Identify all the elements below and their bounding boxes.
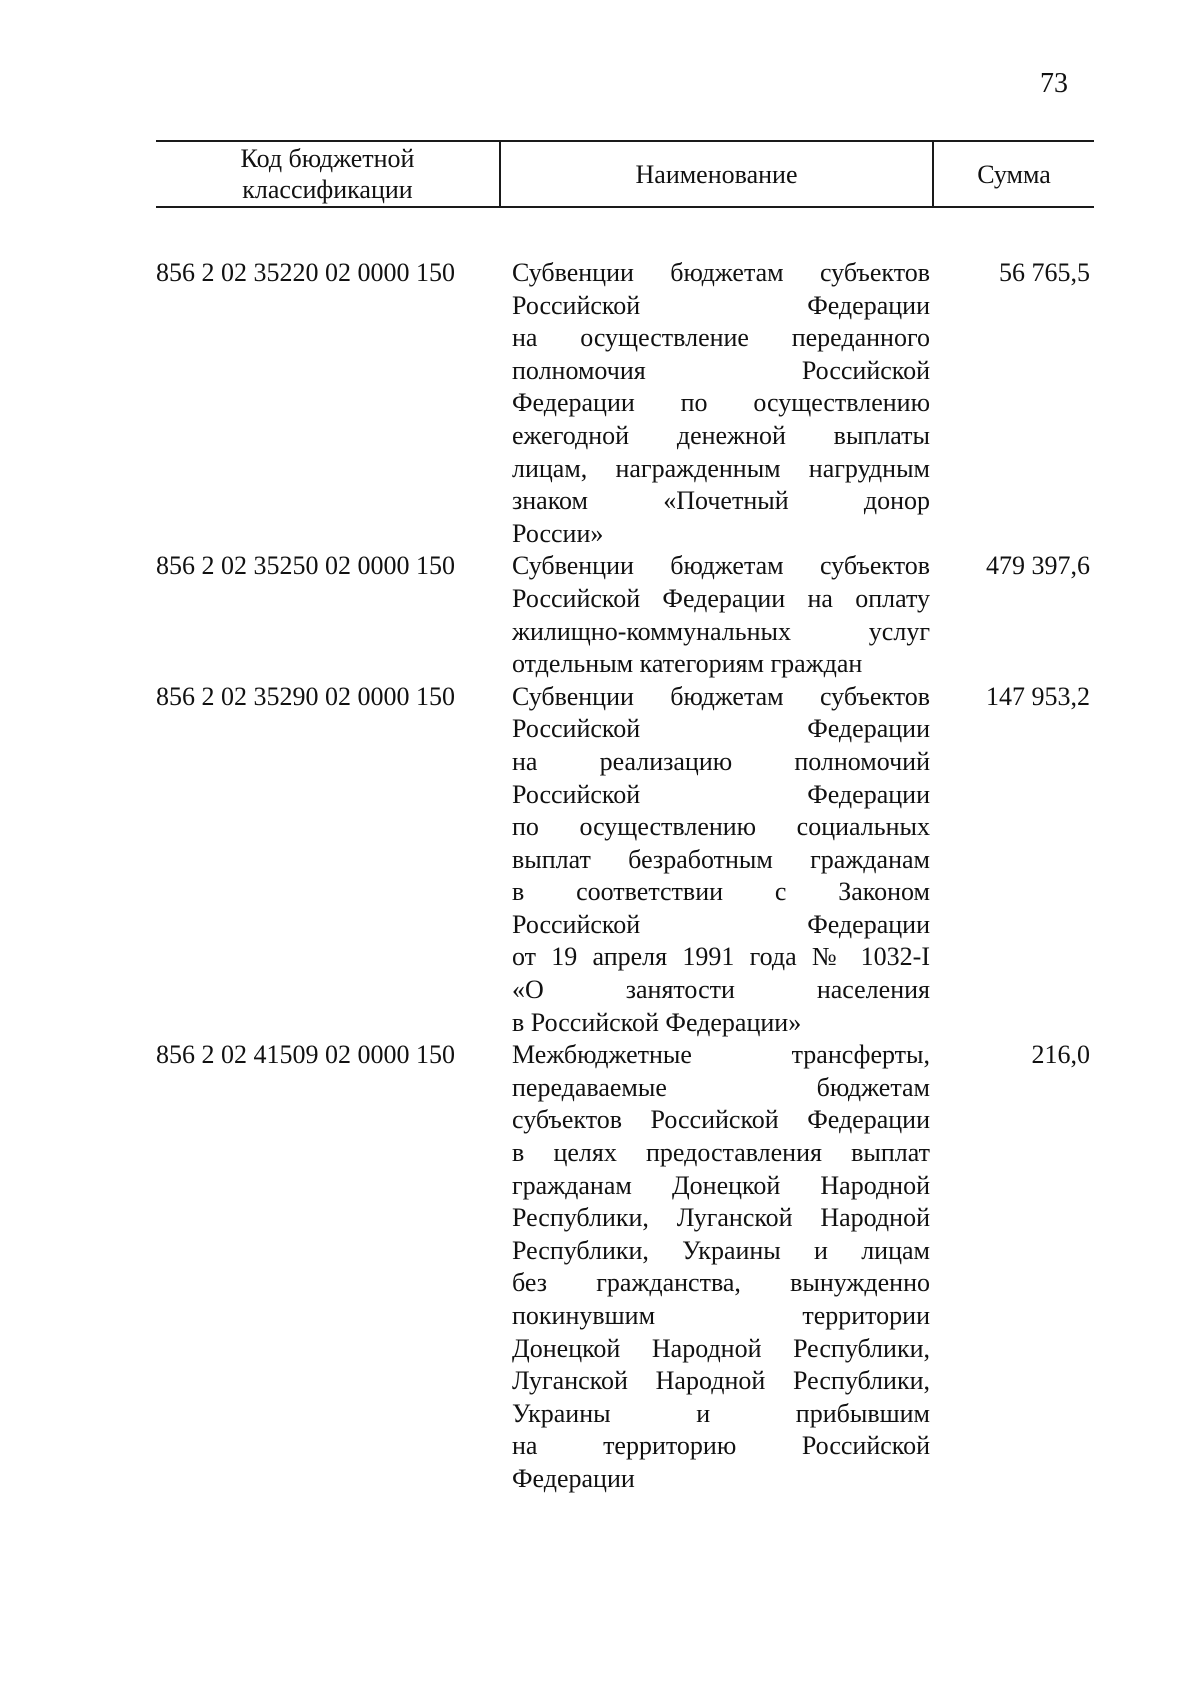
- amount: 147 953,2: [986, 681, 1090, 711]
- header-code-column: [156, 140, 499, 208]
- item-name-line: передаваемые бюджетам: [512, 1072, 930, 1102]
- header-name-column: [501, 140, 932, 208]
- item-name-line: Российской Федерации на оплату: [512, 583, 930, 613]
- item-name-line: субъектов Российской Федерации: [512, 1105, 930, 1135]
- budget-code: 856 2 02 35290 02 0000 150: [156, 681, 455, 711]
- item-name-line: лицам, награжденным нагрудным: [512, 453, 930, 483]
- item-name-line: Республики, Луганской Народной: [512, 1203, 930, 1233]
- page-number: 73: [1040, 68, 1068, 99]
- header-name-label: Наименование: [635, 159, 798, 189]
- item-name: [512, 1039, 930, 1495]
- amount: 56 765,5: [999, 258, 1090, 287]
- item-name: [512, 681, 930, 1040]
- item-name-line: ежегодной денежной выплаты: [512, 420, 930, 450]
- table-row: [156, 1039, 1094, 1495]
- header-sum-label: Сумма: [977, 159, 1051, 189]
- item-name-line: Межбюджетные трансферты,: [512, 1040, 930, 1070]
- item-name-line: в соответствии с Законом: [512, 877, 930, 907]
- item-name-line: Федерации: [512, 1463, 635, 1493]
- budget-code: 856 2 02 41509 02 0000 150: [156, 1040, 455, 1070]
- item-name-line: на осуществление переданного: [512, 323, 930, 353]
- item-name: [512, 257, 930, 550]
- item-name-line: жилищно-коммунальных услуг: [512, 616, 930, 646]
- item-name-line: Российской Федерации: [512, 714, 930, 744]
- table-row: [156, 550, 1094, 680]
- item-name-line: на территорию Российской: [512, 1431, 930, 1461]
- item-name-line: на реализацию полномочий: [512, 746, 930, 776]
- header-code-label: Код бюджетной классификации: [240, 144, 415, 204]
- item-name-line: в Российской Федерации»: [512, 1007, 802, 1037]
- table-body: [156, 257, 1094, 1496]
- item-name-line: Российской Федерации: [512, 909, 930, 939]
- item-name-line: покинувшим территории: [512, 1301, 930, 1330]
- item-name-line: по осуществлению социальных: [512, 812, 930, 842]
- item-name-line: в целях предоставления выплат: [512, 1138, 930, 1168]
- item-name-line: Субвенции бюджетам субъектов: [512, 551, 930, 581]
- item-name-line: Субвенции бюджетам субъектов: [512, 681, 930, 711]
- amount: 216,0: [1031, 1040, 1090, 1070]
- item-name-line: России»: [512, 518, 604, 548]
- item-name-line: «О занятости населения: [512, 975, 930, 1005]
- table-row: [156, 257, 1094, 550]
- item-name-line: отдельным категориям граждан: [512, 649, 863, 679]
- item-name-line: Российской Федерации: [512, 779, 930, 809]
- item-name-line: без гражданства, вынужденно: [512, 1268, 930, 1298]
- table-row: [156, 681, 1094, 1040]
- item-name-line: Федерации по осуществлению: [512, 388, 930, 418]
- item-name-line: Луганской Народной Республики,: [512, 1366, 930, 1396]
- amount: 479 397,6: [986, 551, 1090, 581]
- item-name-line: знаком «Почетный донор: [512, 486, 930, 516]
- item-name-line: Субвенции бюджетам субъектов: [512, 258, 930, 287]
- item-name: [512, 550, 930, 680]
- table-header: [156, 140, 1094, 208]
- header-sum-column: [934, 140, 1094, 208]
- item-name-line: гражданам Донецкой Народной: [512, 1170, 930, 1200]
- budget-code: 856 2 02 35250 02 0000 150: [156, 551, 455, 581]
- item-name-line: Донецкой Народной Республики,: [512, 1333, 930, 1363]
- item-name-line: Республики, Украины и лицам: [512, 1235, 930, 1265]
- item-name-line: Украины и прибывшим: [512, 1398, 930, 1428]
- item-name-line: от 19 апреля 1991 года № 1032-I: [512, 942, 930, 972]
- item-name-line: выплат безработным гражданам: [512, 844, 930, 874]
- item-name-line: Российской Федерации: [512, 290, 930, 320]
- budget-code: 856 2 02 35220 02 0000 150: [156, 258, 455, 287]
- item-name-line: полномочия Российской: [512, 355, 930, 385]
